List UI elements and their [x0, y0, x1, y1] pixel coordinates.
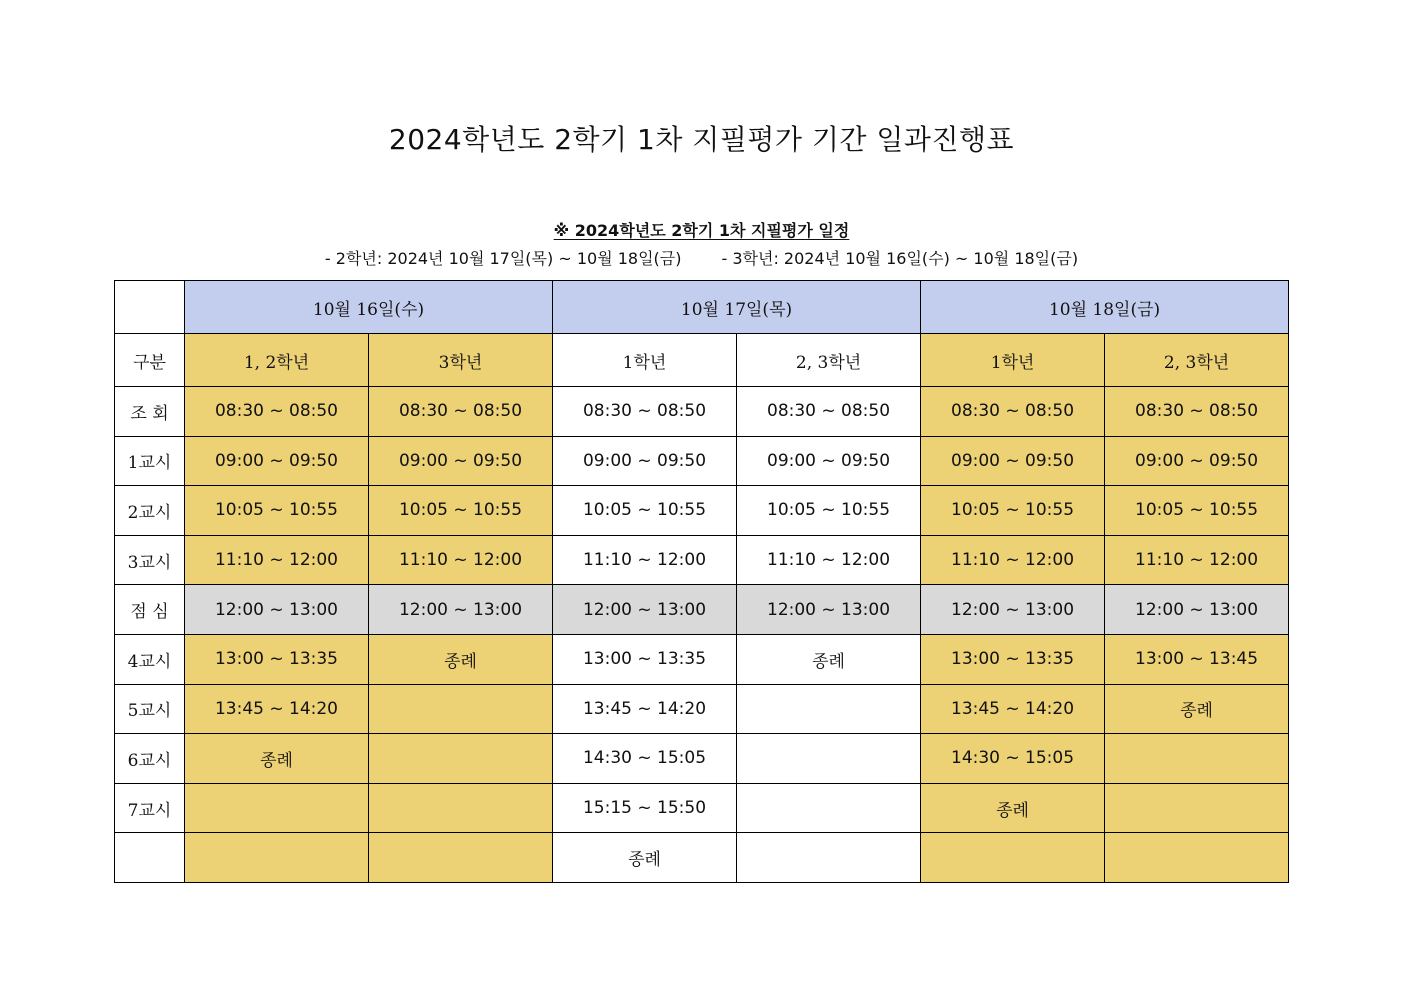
table-row	[115, 585, 1289, 635]
dismissal-cell: 종례	[553, 833, 737, 883]
schedule-cell: 13:45 ~ 14:20	[921, 684, 1105, 734]
page-title: 2024학년도 2학기 1차 지필평가 기간 일과진행표	[388, 123, 1015, 156]
table-row	[115, 535, 1289, 585]
table-row	[115, 387, 1289, 437]
schedule-cell: 11:10 ~ 12:00	[1105, 535, 1289, 585]
table-row	[115, 684, 1289, 734]
schedule-cell	[1105, 734, 1289, 784]
dismissal-cell: 종례	[1105, 684, 1289, 734]
schedule-cell: 11:10 ~ 12:00	[737, 535, 921, 585]
schedule-cell: 12:00 ~ 13:00	[921, 585, 1105, 635]
schedule-cell	[1105, 783, 1289, 833]
schedule-cell: 13:45 ~ 14:20	[553, 684, 737, 734]
dismissal-cell: 종례	[369, 634, 553, 684]
schedule-cell: 13:00 ~ 13:35	[185, 634, 369, 684]
exam-schedule-table	[114, 280, 1289, 883]
period-label: 점 심	[115, 585, 185, 635]
schedule-cell	[737, 734, 921, 784]
schedule-cell: 08:30 ~ 08:50	[185, 387, 369, 437]
schedule-cell: 12:00 ~ 13:00	[737, 585, 921, 635]
grade-header-cell: 3학년	[369, 334, 553, 387]
schedule-cell: 09:00 ~ 09:50	[369, 436, 553, 486]
period-label: 4교시	[115, 634, 185, 684]
schedule-cell: 10:05 ~ 10:55	[185, 486, 369, 536]
schedule-cell	[369, 833, 553, 883]
dismissal-cell: 종례	[921, 783, 1105, 833]
grade-header-cell: 1학년	[553, 334, 737, 387]
grade-header-cell: 1학년	[921, 334, 1105, 387]
schedule-cell: 10:05 ~ 10:55	[369, 486, 553, 536]
schedule-cell: 11:10 ~ 12:00	[369, 535, 553, 585]
schedule-cell: 12:00 ~ 13:00	[1105, 585, 1289, 635]
schedule-cell: 09:00 ~ 09:50	[921, 436, 1105, 486]
dismissal-cell: 종례	[185, 734, 369, 784]
schedule-cell: 12:00 ~ 13:00	[553, 585, 737, 635]
table-row	[115, 634, 1289, 684]
table-row	[115, 783, 1289, 833]
schedule-cell: 15:15 ~ 15:50	[553, 783, 737, 833]
schedule-cell	[737, 833, 921, 883]
schedule-cell	[369, 734, 553, 784]
period-label: 7교시	[115, 783, 185, 833]
schedule-cell: 12:00 ~ 13:00	[185, 585, 369, 635]
schedule-cell: 11:10 ~ 12:00	[553, 535, 737, 585]
date-header-row	[115, 281, 1289, 334]
schedule-cell: 09:00 ~ 09:50	[185, 436, 369, 486]
notice-schedule-lines	[0, 246, 1403, 269]
schedule-cell	[921, 833, 1105, 883]
period-label: 조 회	[115, 387, 185, 437]
schedule-cell	[185, 833, 369, 883]
notice-heading-text: ※ 2024학년도 2학기 1차 지필평가 일정	[553, 221, 850, 240]
schedule-cell: 08:30 ~ 08:50	[737, 387, 921, 437]
schedule-cell: 13:00 ~ 13:35	[921, 634, 1105, 684]
grade-header-cell: 1, 2학년	[185, 334, 369, 387]
corner-cell	[115, 281, 185, 334]
schedule-cell: 14:30 ~ 15:05	[553, 734, 737, 784]
schedule-cell: 14:30 ~ 15:05	[921, 734, 1105, 784]
date-header-day1: 10월 16일(수)	[185, 281, 553, 334]
notice-grade3-schedule: - 3학년: 2024년 10월 16일(수) ~ 10월 18일(금)	[721, 249, 1079, 268]
period-label	[115, 833, 185, 883]
schedule-cell: 08:30 ~ 08:50	[369, 387, 553, 437]
period-label: 5교시	[115, 684, 185, 734]
grade-header-row	[115, 334, 1289, 387]
grade-header-cell: 2, 3학년	[1105, 334, 1289, 387]
schedule-cell: 13:00 ~ 13:35	[553, 634, 737, 684]
schedule-cell: 09:00 ~ 09:50	[737, 436, 921, 486]
schedule-cell: 10:05 ~ 10:55	[1105, 486, 1289, 536]
table-row	[115, 436, 1289, 486]
schedule-cell	[1105, 833, 1289, 883]
notice-heading	[0, 218, 1403, 241]
row-header-label: 구분	[115, 334, 185, 387]
schedule-cell	[737, 684, 921, 734]
schedule-cell	[369, 684, 553, 734]
schedule-cell: 09:00 ~ 09:50	[1105, 436, 1289, 486]
schedule-cell: 12:00 ~ 13:00	[369, 585, 553, 635]
schedule-cell: 10:05 ~ 10:55	[553, 486, 737, 536]
period-label: 1교시	[115, 436, 185, 486]
dismissal-cell: 종례	[737, 634, 921, 684]
date-header-day2: 10월 17일(목)	[553, 281, 921, 334]
schedule-cell: 09:00 ~ 09:50	[553, 436, 737, 486]
schedule-cell: 13:00 ~ 13:45	[1105, 634, 1289, 684]
schedule-cell: 11:10 ~ 12:00	[185, 535, 369, 585]
period-label: 3교시	[115, 535, 185, 585]
date-header-day3: 10월 18일(금)	[921, 281, 1289, 334]
period-label: 6교시	[115, 734, 185, 784]
schedule-cell: 11:10 ~ 12:00	[921, 535, 1105, 585]
schedule-cell: 08:30 ~ 08:50	[921, 387, 1105, 437]
table-row	[115, 833, 1289, 883]
schedule-cell: 08:30 ~ 08:50	[553, 387, 737, 437]
period-label: 2교시	[115, 486, 185, 536]
schedule-cell: 10:05 ~ 10:55	[737, 486, 921, 536]
table-row	[115, 486, 1289, 536]
grade-header-cell: 2, 3학년	[737, 334, 921, 387]
schedule-cell: 08:30 ~ 08:50	[1105, 387, 1289, 437]
notice-grade2-schedule: - 2학년: 2024년 10월 17일(목) ~ 10월 18일(금)	[324, 249, 682, 268]
schedule-cell: 13:45 ~ 14:20	[185, 684, 369, 734]
schedule-cell	[369, 783, 553, 833]
schedule-cell: 10:05 ~ 10:55	[921, 486, 1105, 536]
schedule-cell	[737, 783, 921, 833]
schedule-cell	[185, 783, 369, 833]
table-row	[115, 734, 1289, 784]
